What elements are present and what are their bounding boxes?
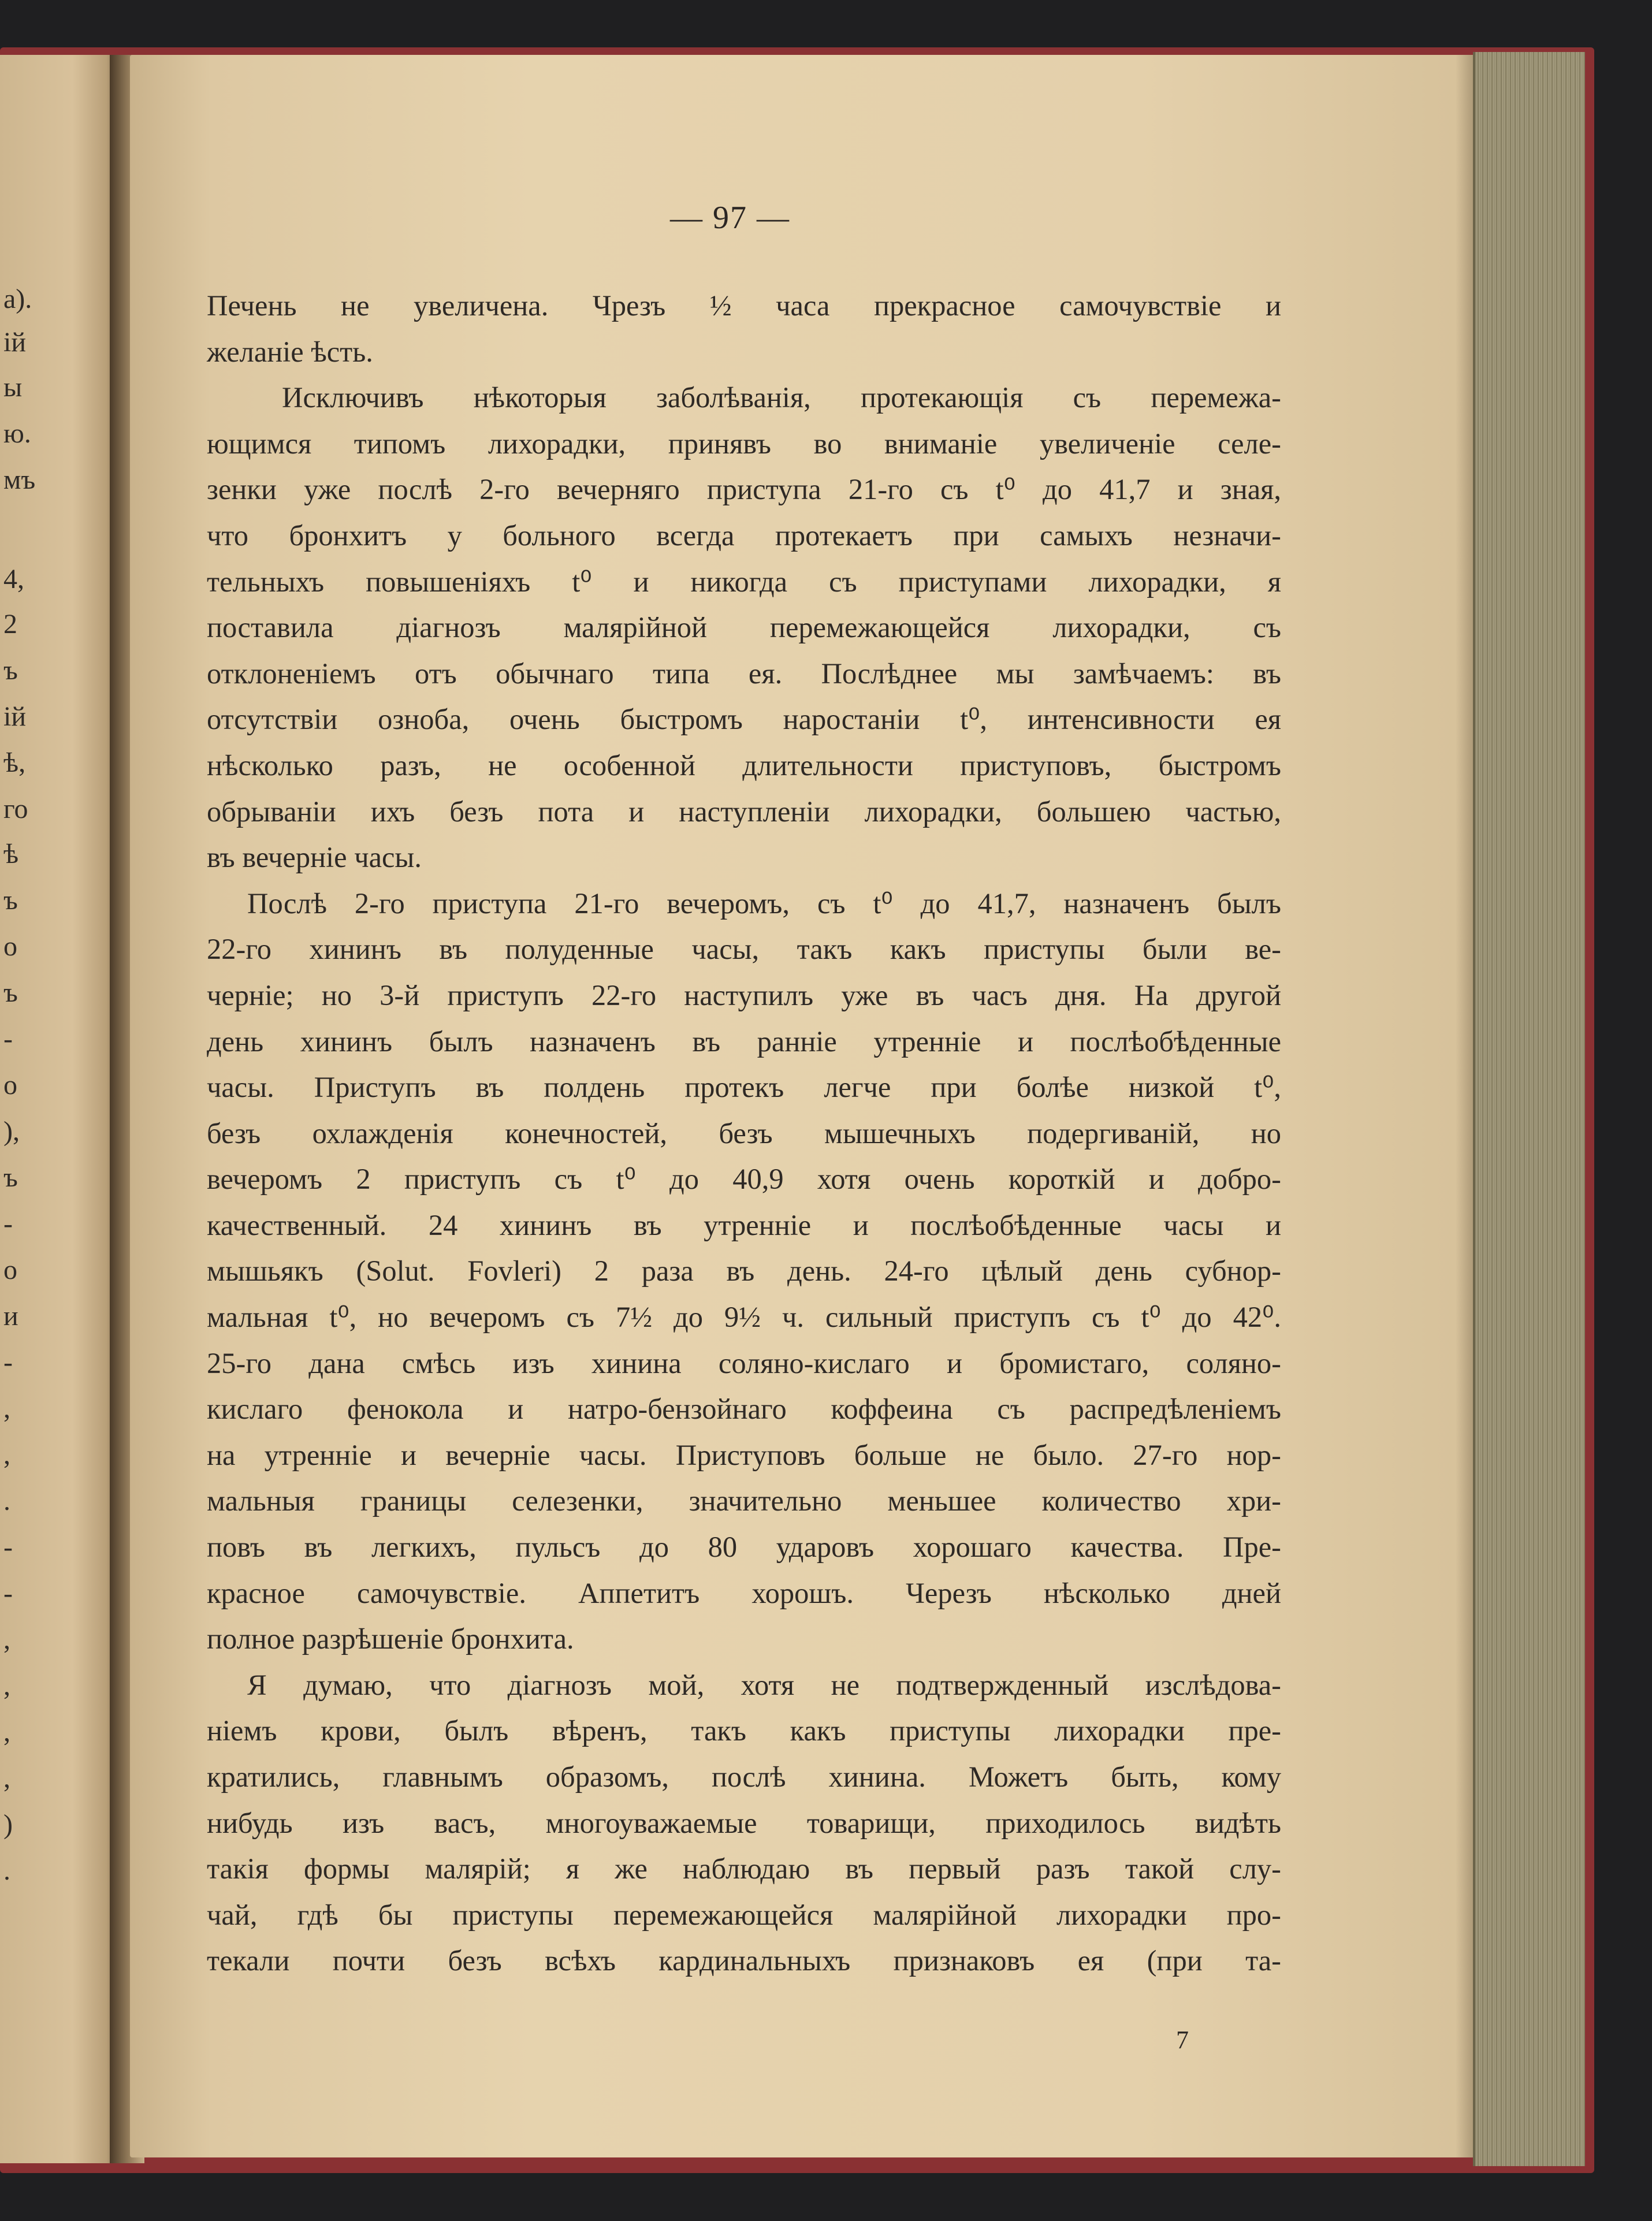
text-line: красное самочувствіе. Аппетитъ хорошъ. Черезъ нѣсколько дней [207,1576,1281,1609]
left-fragment: ъ [3,885,18,916]
text-line: ніемъ крови, былъ вѣренъ, такъ какъ приступы лихорадки пре- [207,1714,1281,1747]
left-fragment: - [3,1532,13,1562]
text-line: отклоненіемъ отъ обычнаго типа ея. Послѣднее мы замѣчаемъ: въ [207,657,1281,690]
text-line: мальныя границы селезенки, значительно меньшее количество хри- [207,1485,1281,1517]
text-line: Послѣ 2-го приступа 21-го вечеромъ, съ t⁰ до 41,7, назначенъ былъ [247,887,1281,920]
left-fragment: 2 [3,609,17,639]
text-line: зенки уже послѣ 2-го вечерняго приступа 21-го съ t⁰ до 41,7 и зная, [207,473,1281,506]
left-fragment: , [3,1717,10,1747]
left-fragment: го [3,794,28,824]
text-line: 25-го дана смѣсь изъ хинина соляно-кислаго и бромистаго, соляно- [207,1346,1281,1379]
text-line: Исключивъ нѣкоторыя заболѣванія, протекающія съ перемежа- [282,381,1281,414]
left-fragment: о [3,931,17,962]
text-line: черніе; но 3-й приступъ 22-го наступилъ уже въ часъ дня. На другой [207,979,1281,1011]
left-fragment: , [3,1439,10,1470]
left-fragment: - [3,1208,13,1239]
left-fragment: - [3,1024,13,1054]
left-fragment: , [3,1671,10,1701]
left-fragment: , [3,1763,10,1794]
text-line: Печень не увеличена. Чрезъ ½ часа прекрасное самочувствіе и [207,289,1281,322]
left-fragment: - [3,1347,13,1378]
page-body-text [207,283,1281,1984]
text-line: вечеромъ 2 приступъ съ t⁰ до 40,9 хотя очень короткій и добро- [207,1163,1281,1196]
left-facing-page [0,55,121,2163]
signature-mark: 7 [1176,2026,1189,2054]
text-line: день хининъ былъ назначенъ въ ранніе утренніе и послѣобѣденные [207,1025,1281,1058]
left-fragment: ѣ, [3,747,26,778]
left-fragment: ъ [3,655,18,686]
left-fragment: . [3,1486,10,1516]
text-line: чай, гдѣ бы приступы перемежающейся малярійной лихорадки про- [207,1898,1281,1931]
text-line: мышьякъ (Solut. Fovleri) 2 раза въ день. 24-го цѣлый день субнор- [207,1255,1281,1288]
page-edges [1473,52,1585,2166]
left-fragment: ѣ [3,839,19,869]
text-line: желаніе ѣсть. [207,335,373,368]
left-fragment: ю. [3,418,31,449]
text-line: полное разрѣшеніе бронхита. [207,1623,574,1655]
text-line: нибудь изъ васъ, многоуважаемые товарищи, приходилось видѣть [207,1806,1281,1839]
text-line: качественный. 24 хининъ въ утренніе и послѣобѣденные часы и [207,1208,1281,1241]
text-line: часы. Приступъ въ полдень протекъ легче при болѣе низкой t⁰, [207,1071,1281,1104]
text-line: въ вечерніе часы. [207,841,422,874]
text-line: 22-го хининъ въ полуденные часы, такъ какъ приступы были ве- [207,933,1281,966]
left-fragment: - [3,1578,13,1609]
text-line: поставила діагнозъ малярійной перемежающейся лихорадки, съ [207,611,1281,644]
left-fragment: ій [3,701,27,732]
text-line: обрываніи ихъ безъ пота и наступленіи лихорадки, большею частью, [207,795,1281,828]
left-fragment: и [3,1301,18,1331]
left-fragment: ъ [3,977,18,1008]
text-line: повъ въ легкихъ, пульсъ до 80 ударовъ хорошаго качества. Пре- [207,1531,1281,1564]
left-fragment: о [3,1070,17,1100]
text-line: безъ охлажденія конечностей, безъ мышечныхъ подергиваній, но [207,1117,1281,1149]
left-fragment: 4, [3,564,24,594]
left-fragment: , [3,1624,10,1655]
left-fragment: ), [3,1116,20,1147]
left-fragment: , [3,1393,10,1424]
left-fragment: мъ [3,464,36,495]
text-line: нѣсколько разъ, не особенной длительности приступовъ, быстромъ [207,749,1281,782]
text-line: тельныхъ повышеніяхъ t⁰ и никогда съ приступами лихорадки, я [207,565,1281,598]
text-line: мальная t⁰, но вечеромъ съ 7½ до 9½ ч. сильный приступъ съ t⁰ до 42⁰. [207,1301,1281,1334]
page-header: — 97 — [670,200,790,236]
left-fragment: ) [3,1809,13,1840]
text-line: текали почти безъ всѣхъ кардинальныхъ признаковъ ея (при та- [207,1944,1281,1977]
left-fragment: о [3,1255,17,1285]
text-line: отсутствіи озноба, очень быстромъ наростаніи t⁰, интенсивности ея [207,703,1281,736]
left-fragment: ы [3,372,23,403]
text-line: такія формы малярій; я же наблюдаю въ первый разъ такой слу- [207,1852,1281,1885]
left-page-text-fragments [0,55,69,2163]
text-line: кратились, главнымъ образомъ, послѣ хинина. Можетъ быть, кому [207,1761,1281,1793]
left-fragment: а). [3,284,32,314]
left-fragment: ъ [3,1162,18,1193]
left-fragment: ій [3,327,27,358]
text-line: ющимся типомъ лихорадки, принявъ во вниманіе увеличеніе селе- [207,427,1281,460]
text-line: Я думаю, что діагнозъ мой, хотя не подтвержденный изслѣдова- [247,1668,1281,1701]
left-fragment: . [3,1855,10,1886]
text-line: что бронхитъ у больного всегда протекаетъ при самыхъ незначи- [207,519,1281,552]
text-line: кислаго фенокола и натро-бензойнаго коффеина съ распредѣленіемъ [207,1393,1281,1426]
text-line: на утренніе и вечерніе часы. Приступовъ больше не было. 27-го нор- [207,1438,1281,1471]
